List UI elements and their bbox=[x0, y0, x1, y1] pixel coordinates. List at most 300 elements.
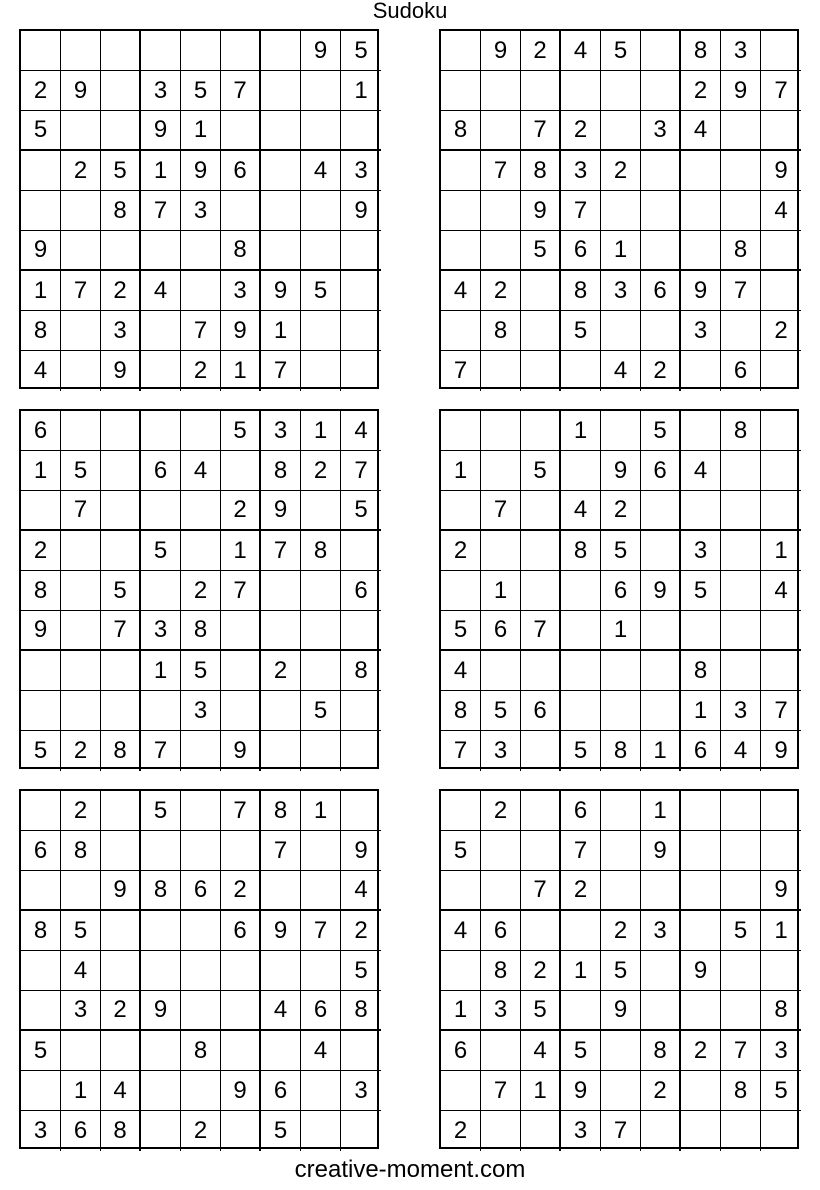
sudoku-cell[interactable] bbox=[681, 191, 721, 231]
sudoku-cell[interactable] bbox=[21, 31, 61, 71]
sudoku-cell[interactable]: 5 bbox=[601, 951, 641, 991]
sudoku-cell[interactable] bbox=[481, 71, 521, 111]
sudoku-cell[interactable] bbox=[721, 451, 761, 491]
sudoku-cell[interactable] bbox=[681, 491, 721, 531]
sudoku-cell[interactable] bbox=[301, 71, 341, 111]
sudoku-cell[interactable] bbox=[261, 731, 301, 771]
sudoku-cell[interactable]: 2 bbox=[681, 1031, 721, 1071]
sudoku-cell[interactable]: 1 bbox=[561, 411, 601, 451]
sudoku-cell[interactable]: 2 bbox=[521, 31, 561, 71]
sudoku-cell[interactable]: 4 bbox=[561, 491, 601, 531]
sudoku-cell[interactable]: 7 bbox=[601, 1111, 641, 1151]
sudoku-cell[interactable]: 3 bbox=[681, 531, 721, 571]
sudoku-cell[interactable]: 9 bbox=[61, 71, 101, 111]
sudoku-cell[interactable]: 1 bbox=[761, 911, 801, 951]
sudoku-cell[interactable] bbox=[341, 271, 381, 311]
sudoku-cell[interactable]: 1 bbox=[141, 651, 181, 691]
sudoku-cell[interactable] bbox=[521, 1111, 561, 1151]
sudoku-cell[interactable]: 6 bbox=[561, 231, 601, 271]
sudoku-cell[interactable]: 5 bbox=[521, 991, 561, 1031]
sudoku-cell[interactable]: 4 bbox=[341, 871, 381, 911]
sudoku-cell[interactable]: 2 bbox=[21, 531, 61, 571]
sudoku-cell[interactable] bbox=[341, 231, 381, 271]
sudoku-cell[interactable]: 6 bbox=[61, 1111, 101, 1151]
sudoku-cell[interactable]: 6 bbox=[221, 911, 261, 951]
sudoku-cell[interactable]: 1 bbox=[521, 1071, 561, 1111]
sudoku-cell[interactable]: 8 bbox=[21, 911, 61, 951]
sudoku-cell[interactable] bbox=[681, 831, 721, 871]
sudoku-cell[interactable]: 7 bbox=[61, 491, 101, 531]
sudoku-cell[interactable]: 7 bbox=[561, 831, 601, 871]
sudoku-cell[interactable]: 8 bbox=[641, 1031, 681, 1071]
sudoku-cell[interactable]: 3 bbox=[261, 411, 301, 451]
sudoku-cell[interactable] bbox=[61, 871, 101, 911]
sudoku-cell[interactable] bbox=[21, 1071, 61, 1111]
sudoku-cell[interactable] bbox=[761, 791, 801, 831]
sudoku-cell[interactable]: 4 bbox=[441, 651, 481, 691]
sudoku-cell[interactable]: 7 bbox=[141, 191, 181, 231]
sudoku-cell[interactable] bbox=[481, 1111, 521, 1151]
sudoku-cell[interactable] bbox=[721, 571, 761, 611]
sudoku-cell[interactable] bbox=[601, 871, 641, 911]
sudoku-cell[interactable]: 2 bbox=[61, 151, 101, 191]
sudoku-cell[interactable]: 7 bbox=[561, 191, 601, 231]
sudoku-cell[interactable]: 7 bbox=[481, 491, 521, 531]
sudoku-cell[interactable]: 3 bbox=[481, 991, 521, 1031]
sudoku-cell[interactable] bbox=[481, 231, 521, 271]
sudoku-cell[interactable]: 2 bbox=[101, 991, 141, 1031]
sudoku-cell[interactable] bbox=[61, 311, 101, 351]
sudoku-cell[interactable]: 2 bbox=[61, 791, 101, 831]
sudoku-cell[interactable]: 1 bbox=[341, 71, 381, 111]
sudoku-cell[interactable]: 7 bbox=[481, 1071, 521, 1111]
sudoku-cell[interactable] bbox=[481, 871, 521, 911]
sudoku-cell[interactable]: 2 bbox=[301, 451, 341, 491]
sudoku-cell[interactable]: 1 bbox=[261, 311, 301, 351]
sudoku-cell[interactable] bbox=[681, 411, 721, 451]
sudoku-cell[interactable]: 4 bbox=[61, 951, 101, 991]
sudoku-cell[interactable] bbox=[441, 311, 481, 351]
sudoku-cell[interactable] bbox=[301, 831, 341, 871]
sudoku-cell[interactable] bbox=[141, 351, 181, 391]
sudoku-cell[interactable] bbox=[601, 1071, 641, 1111]
sudoku-cell[interactable]: 9 bbox=[681, 951, 721, 991]
sudoku-cell[interactable]: 4 bbox=[101, 1071, 141, 1111]
sudoku-cell[interactable]: 8 bbox=[101, 731, 141, 771]
sudoku-cell[interactable] bbox=[521, 531, 561, 571]
sudoku-cell[interactable]: 2 bbox=[341, 911, 381, 951]
sudoku-cell[interactable] bbox=[521, 411, 561, 451]
sudoku-cell[interactable] bbox=[761, 651, 801, 691]
sudoku-cell[interactable]: 8 bbox=[261, 791, 301, 831]
sudoku-cell[interactable]: 5 bbox=[681, 571, 721, 611]
sudoku-cell[interactable]: 8 bbox=[601, 731, 641, 771]
sudoku-cell[interactable] bbox=[341, 311, 381, 351]
sudoku-cell[interactable]: 7 bbox=[721, 1031, 761, 1071]
sudoku-cell[interactable] bbox=[221, 951, 261, 991]
sudoku-cell[interactable]: 3 bbox=[681, 311, 721, 351]
sudoku-cell[interactable]: 6 bbox=[21, 411, 61, 451]
sudoku-cell[interactable] bbox=[641, 151, 681, 191]
sudoku-cell[interactable] bbox=[221, 691, 261, 731]
sudoku-cell[interactable]: 2 bbox=[441, 531, 481, 571]
sudoku-cell[interactable]: 1 bbox=[601, 231, 641, 271]
sudoku-cell[interactable] bbox=[721, 871, 761, 911]
sudoku-cell[interactable]: 5 bbox=[601, 31, 641, 71]
sudoku-cell[interactable] bbox=[101, 911, 141, 951]
sudoku-cell[interactable] bbox=[521, 271, 561, 311]
sudoku-cell[interactable] bbox=[441, 31, 481, 71]
sudoku-cell[interactable] bbox=[101, 31, 141, 71]
sudoku-cell[interactable]: 8 bbox=[721, 411, 761, 451]
sudoku-cell[interactable] bbox=[261, 71, 301, 111]
sudoku-cell[interactable]: 4 bbox=[341, 411, 381, 451]
sudoku-cell[interactable]: 1 bbox=[221, 351, 261, 391]
sudoku-cell[interactable] bbox=[521, 571, 561, 611]
sudoku-cell[interactable] bbox=[761, 351, 801, 391]
sudoku-cell[interactable] bbox=[561, 911, 601, 951]
sudoku-cell[interactable] bbox=[21, 151, 61, 191]
sudoku-cell[interactable] bbox=[301, 571, 341, 611]
sudoku-cell[interactable] bbox=[761, 451, 801, 491]
sudoku-cell[interactable]: 8 bbox=[441, 691, 481, 731]
sudoku-cell[interactable] bbox=[101, 491, 141, 531]
sudoku-cell[interactable] bbox=[601, 311, 641, 351]
sudoku-cell[interactable] bbox=[341, 111, 381, 151]
sudoku-cell[interactable] bbox=[301, 1111, 341, 1151]
sudoku-cell[interactable] bbox=[641, 231, 681, 271]
sudoku-cell[interactable]: 7 bbox=[441, 351, 481, 391]
sudoku-cell[interactable] bbox=[521, 911, 561, 951]
sudoku-cell[interactable]: 8 bbox=[101, 191, 141, 231]
sudoku-cell[interactable]: 1 bbox=[301, 411, 341, 451]
sudoku-cell[interactable] bbox=[61, 111, 101, 151]
sudoku-cell[interactable] bbox=[481, 411, 521, 451]
sudoku-cell[interactable] bbox=[221, 991, 261, 1031]
sudoku-cell[interactable] bbox=[221, 651, 261, 691]
sudoku-cell[interactable] bbox=[601, 691, 641, 731]
sudoku-cell[interactable]: 8 bbox=[341, 651, 381, 691]
sudoku-cell[interactable] bbox=[601, 831, 641, 871]
sudoku-cell[interactable]: 6 bbox=[441, 1031, 481, 1071]
sudoku-cell[interactable] bbox=[481, 651, 521, 691]
sudoku-cell[interactable]: 2 bbox=[441, 1111, 481, 1151]
sudoku-cell[interactable] bbox=[641, 191, 681, 231]
sudoku-cell[interactable]: 5 bbox=[441, 831, 481, 871]
sudoku-cell[interactable]: 9 bbox=[521, 191, 561, 231]
sudoku-cell[interactable] bbox=[561, 71, 601, 111]
sudoku-cell[interactable] bbox=[521, 491, 561, 531]
sudoku-cell[interactable] bbox=[301, 1071, 341, 1111]
sudoku-cell[interactable] bbox=[301, 191, 341, 231]
sudoku-cell[interactable] bbox=[681, 791, 721, 831]
sudoku-cell[interactable]: 8 bbox=[721, 1071, 761, 1111]
sudoku-cell[interactable]: 9 bbox=[774, 737, 788, 764]
sudoku-cell[interactable]: 3 bbox=[181, 691, 221, 731]
sudoku-cell[interactable] bbox=[141, 411, 181, 451]
sudoku-cell[interactable]: 5 bbox=[141, 531, 181, 571]
sudoku-cell[interactable]: 7 bbox=[261, 831, 301, 871]
sudoku-cell[interactable] bbox=[601, 651, 641, 691]
sudoku-cell[interactable]: 1 bbox=[301, 791, 341, 831]
sudoku-cell[interactable] bbox=[61, 611, 101, 651]
sudoku-cell[interactable] bbox=[481, 351, 521, 391]
sudoku-cell[interactable]: 3 bbox=[141, 71, 181, 111]
sudoku-cell[interactable] bbox=[561, 651, 601, 691]
sudoku-cell[interactable] bbox=[21, 691, 61, 731]
sudoku-cell[interactable] bbox=[521, 311, 561, 351]
sudoku-cell[interactable]: 3 bbox=[341, 1071, 381, 1111]
sudoku-cell[interactable]: 7 bbox=[761, 71, 801, 111]
sudoku-cell[interactable]: 4 bbox=[601, 351, 641, 391]
sudoku-cell[interactable] bbox=[761, 611, 801, 651]
sudoku-cell[interactable]: 1 bbox=[681, 691, 721, 731]
sudoku-cell[interactable] bbox=[641, 691, 681, 731]
sudoku-cell[interactable] bbox=[101, 111, 141, 151]
sudoku-cell[interactable]: 2 bbox=[181, 351, 221, 391]
sudoku-cell[interactable]: 2 bbox=[601, 911, 641, 951]
sudoku-cell[interactable]: 3 bbox=[141, 611, 181, 651]
sudoku-cell[interactable]: 7 bbox=[341, 451, 381, 491]
sudoku-cell[interactable] bbox=[721, 1111, 761, 1151]
sudoku-cell[interactable] bbox=[21, 791, 61, 831]
sudoku-cell[interactable] bbox=[261, 1031, 301, 1071]
sudoku-cell[interactable] bbox=[221, 191, 261, 231]
sudoku-cell[interactable] bbox=[301, 611, 341, 651]
sudoku-cell[interactable] bbox=[61, 411, 101, 451]
sudoku-cell[interactable] bbox=[641, 651, 681, 691]
sudoku-cell[interactable]: 5 bbox=[21, 731, 61, 771]
sudoku-cell[interactable]: 7 bbox=[221, 571, 261, 611]
sudoku-cell[interactable] bbox=[521, 831, 561, 871]
sudoku-cell[interactable]: 3 bbox=[481, 731, 521, 771]
sudoku-cell[interactable] bbox=[721, 191, 761, 231]
sudoku-cell[interactable] bbox=[21, 491, 61, 531]
sudoku-cell[interactable] bbox=[181, 531, 221, 571]
sudoku-cell[interactable]: 2 bbox=[641, 1071, 681, 1111]
sudoku-cell[interactable]: 5 bbox=[181, 651, 221, 691]
sudoku-cell[interactable]: 9 bbox=[721, 71, 761, 111]
sudoku-cell[interactable] bbox=[221, 1111, 261, 1151]
sudoku-cell[interactable]: 3 bbox=[341, 151, 381, 191]
sudoku-cell[interactable] bbox=[641, 871, 681, 911]
sudoku-cell[interactable] bbox=[181, 951, 221, 991]
sudoku-cell[interactable]: 4 bbox=[261, 991, 301, 1031]
sudoku-cell[interactable] bbox=[681, 1111, 721, 1151]
sudoku-cell[interactable] bbox=[341, 1031, 381, 1071]
sudoku-cell[interactable]: 7 bbox=[221, 71, 261, 111]
sudoku-cell[interactable]: 2 bbox=[61, 731, 101, 771]
sudoku-cell[interactable]: 8 bbox=[101, 1111, 141, 1151]
sudoku-cell[interactable]: 6 bbox=[301, 991, 341, 1031]
sudoku-cell[interactable]: 2 bbox=[681, 71, 721, 111]
sudoku-cell[interactable] bbox=[141, 691, 181, 731]
sudoku-cell[interactable]: 4 bbox=[181, 451, 221, 491]
sudoku-cell[interactable] bbox=[301, 231, 341, 271]
sudoku-cell[interactable] bbox=[61, 651, 101, 691]
sudoku-cell[interactable]: 5 bbox=[101, 571, 141, 611]
sudoku-cell[interactable]: 9 bbox=[341, 831, 381, 871]
sudoku-cell[interactable] bbox=[141, 1031, 181, 1071]
sudoku-cell[interactable] bbox=[641, 951, 681, 991]
sudoku-cell[interactable]: 9 bbox=[21, 231, 61, 271]
sudoku-cell[interactable] bbox=[181, 911, 221, 951]
sudoku-cell[interactable]: 7 bbox=[221, 791, 261, 831]
sudoku-cell[interactable] bbox=[721, 491, 761, 531]
sudoku-cell[interactable]: 6 bbox=[521, 691, 561, 731]
sudoku-cell[interactable] bbox=[641, 311, 681, 351]
sudoku-cell[interactable] bbox=[721, 611, 761, 651]
sudoku-cell[interactable]: 2 bbox=[561, 871, 601, 911]
sudoku-cell[interactable] bbox=[601, 111, 641, 151]
sudoku-cell[interactable] bbox=[721, 111, 761, 151]
sudoku-cell[interactable] bbox=[641, 491, 681, 531]
sudoku-cell[interactable]: 3 bbox=[641, 111, 681, 151]
sudoku-cell[interactable]: 9 bbox=[261, 271, 301, 311]
sudoku-cell[interactable]: 9 bbox=[221, 311, 261, 351]
sudoku-cell[interactable]: 4 bbox=[681, 451, 721, 491]
sudoku-cell[interactable] bbox=[261, 571, 301, 611]
sudoku-cell[interactable] bbox=[21, 651, 61, 691]
sudoku-cell[interactable] bbox=[481, 831, 521, 871]
sudoku-cell[interactable] bbox=[441, 571, 481, 611]
sudoku-cell[interactable]: 5 bbox=[601, 531, 641, 571]
sudoku-cell[interactable]: 5 bbox=[521, 451, 561, 491]
sudoku-cell[interactable] bbox=[101, 691, 141, 731]
sudoku-cell[interactable] bbox=[601, 191, 641, 231]
sudoku-cell[interactable]: 5 bbox=[61, 451, 101, 491]
sudoku-cell[interactable]: 1 bbox=[61, 1071, 101, 1111]
sudoku-cell[interactable]: 7 bbox=[521, 871, 561, 911]
sudoku-cell[interactable] bbox=[61, 571, 101, 611]
sudoku-cell[interactable]: 4 bbox=[761, 191, 801, 231]
sudoku-cell[interactable]: 1 bbox=[641, 731, 681, 771]
sudoku-cell[interactable]: 9 bbox=[761, 871, 801, 911]
sudoku-cell[interactable]: 7 bbox=[521, 611, 561, 651]
sudoku-cell[interactable] bbox=[61, 31, 101, 71]
sudoku-cell[interactable] bbox=[681, 611, 721, 651]
sudoku-cell[interactable] bbox=[341, 791, 381, 831]
sudoku-cell[interactable]: 4 bbox=[441, 271, 481, 311]
sudoku-cell[interactable]: 5 bbox=[441, 611, 481, 651]
sudoku-cell[interactable]: 4 bbox=[721, 731, 761, 771]
sudoku-cell[interactable] bbox=[481, 1031, 521, 1071]
sudoku-cell[interactable] bbox=[761, 491, 801, 531]
sudoku-cell[interactable] bbox=[721, 531, 761, 571]
sudoku-cell[interactable] bbox=[101, 451, 141, 491]
sudoku-cell[interactable] bbox=[441, 1071, 481, 1111]
sudoku-cell[interactable]: 7 bbox=[141, 731, 181, 771]
sudoku-cell[interactable]: 3 bbox=[561, 1111, 601, 1151]
sudoku-cell[interactable] bbox=[141, 231, 181, 271]
sudoku-cell[interactable] bbox=[721, 791, 761, 831]
sudoku-cell[interactable] bbox=[141, 571, 181, 611]
sudoku-cell[interactable] bbox=[101, 831, 141, 871]
sudoku-cell[interactable]: 5 bbox=[341, 491, 381, 531]
sudoku-cell[interactable] bbox=[721, 831, 761, 871]
sudoku-cell[interactable] bbox=[61, 1031, 101, 1071]
sudoku-cell[interactable] bbox=[601, 1031, 641, 1071]
sudoku-cell[interactable] bbox=[441, 951, 481, 991]
sudoku-cell[interactable]: 9 bbox=[141, 991, 181, 1031]
sudoku-cell[interactable]: 5 bbox=[341, 31, 381, 71]
sudoku-cell[interactable] bbox=[761, 1111, 801, 1151]
sudoku-cell[interactable]: 9 bbox=[261, 911, 301, 951]
sudoku-cell[interactable]: 9 bbox=[21, 611, 61, 651]
sudoku-cell[interactable]: 4 bbox=[521, 1031, 561, 1071]
sudoku-cell[interactable] bbox=[261, 611, 301, 651]
sudoku-cell[interactable]: 7 bbox=[261, 351, 301, 391]
sudoku-cell[interactable]: 3 bbox=[761, 1031, 801, 1071]
sudoku-cell[interactable] bbox=[481, 531, 521, 571]
sudoku-cell[interactable]: 9 bbox=[601, 991, 641, 1031]
sudoku-cell[interactable] bbox=[141, 311, 181, 351]
sudoku-cell[interactable] bbox=[441, 151, 481, 191]
sudoku-cell[interactable]: 7 bbox=[101, 611, 141, 651]
sudoku-cell[interactable] bbox=[301, 951, 341, 991]
sudoku-cell[interactable]: 8 bbox=[681, 651, 721, 691]
sudoku-cell[interactable] bbox=[561, 691, 601, 731]
sudoku-cell[interactable]: 9 bbox=[641, 571, 681, 611]
sudoku-cell[interactable] bbox=[601, 791, 641, 831]
sudoku-cell[interactable] bbox=[641, 991, 681, 1031]
sudoku-cell[interactable]: 5 bbox=[521, 231, 561, 271]
sudoku-cell[interactable] bbox=[561, 571, 601, 611]
sudoku-cell[interactable] bbox=[441, 791, 481, 831]
sudoku-cell[interactable] bbox=[481, 191, 521, 231]
sudoku-cell[interactable] bbox=[181, 731, 221, 771]
sudoku-cell[interactable] bbox=[221, 31, 261, 71]
sudoku-cell[interactable]: 5 bbox=[301, 691, 341, 731]
sudoku-cell[interactable]: 5 bbox=[61, 911, 101, 951]
sudoku-cell[interactable] bbox=[261, 951, 301, 991]
sudoku-cell[interactable] bbox=[481, 451, 521, 491]
sudoku-cell[interactable]: 2 bbox=[561, 111, 601, 151]
sudoku-cell[interactable]: 8 bbox=[481, 951, 521, 991]
sudoku-cell[interactable]: 6 bbox=[601, 571, 641, 611]
sudoku-cell[interactable] bbox=[641, 531, 681, 571]
sudoku-cell[interactable] bbox=[681, 871, 721, 911]
sudoku-cell[interactable]: 4 bbox=[441, 911, 481, 951]
sudoku-cell[interactable]: 8 bbox=[181, 611, 221, 651]
sudoku-cell[interactable] bbox=[141, 491, 181, 531]
sudoku-cell[interactable] bbox=[181, 831, 221, 871]
sudoku-cell[interactable] bbox=[101, 531, 141, 571]
sudoku-cell[interactable]: 7 bbox=[481, 151, 521, 191]
sudoku-cell[interactable] bbox=[521, 651, 561, 691]
sudoku-cell[interactable]: 2 bbox=[761, 311, 801, 351]
sudoku-cell[interactable]: 5 bbox=[101, 151, 141, 191]
sudoku-cell[interactable]: 2 bbox=[181, 1111, 221, 1151]
sudoku-cell[interactable] bbox=[101, 231, 141, 271]
sudoku-cell[interactable]: 9 bbox=[641, 831, 681, 871]
sudoku-cell[interactable] bbox=[481, 111, 521, 151]
sudoku-cell[interactable]: 9 bbox=[261, 491, 301, 531]
sudoku-cell[interactable]: 1 bbox=[561, 951, 601, 991]
sudoku-cell[interactable]: 1 bbox=[21, 451, 61, 491]
sudoku-cell[interactable] bbox=[721, 951, 761, 991]
sudoku-cell[interactable] bbox=[761, 231, 801, 271]
sudoku-cell[interactable]: 2 bbox=[221, 491, 261, 531]
sudoku-cell[interactable]: 3 bbox=[61, 991, 101, 1031]
sudoku-cell[interactable] bbox=[221, 451, 261, 491]
sudoku-cell[interactable]: 8 bbox=[561, 271, 601, 311]
sudoku-cell[interactable] bbox=[261, 191, 301, 231]
sudoku-cell[interactable] bbox=[341, 611, 381, 651]
sudoku-cell[interactable]: 5 bbox=[181, 71, 221, 111]
sudoku-cell[interactable] bbox=[561, 991, 601, 1031]
sudoku-cell[interactable]: 8 bbox=[301, 531, 341, 571]
